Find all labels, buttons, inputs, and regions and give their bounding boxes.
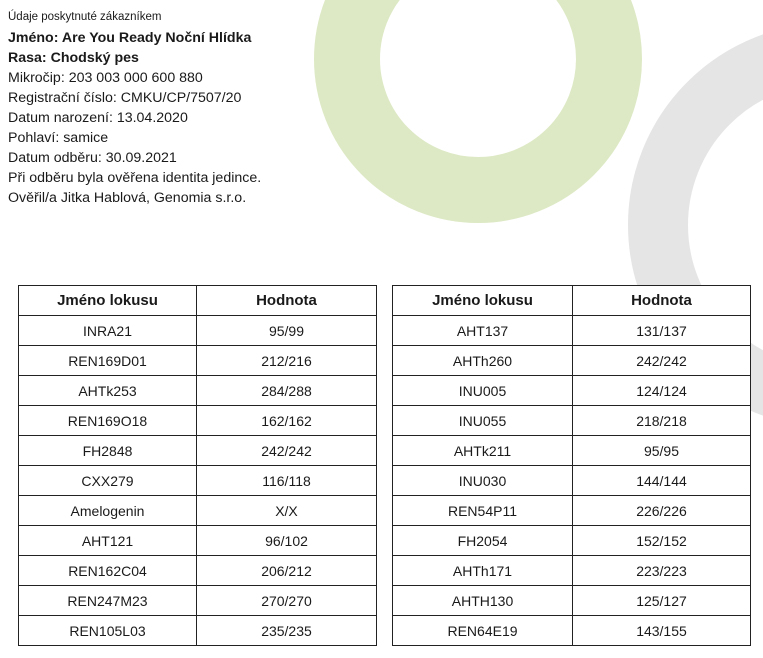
- header-left-value: Hodnota: [197, 286, 377, 316]
- table-row: [19, 406, 751, 436]
- left-value-cell: 270/270: [197, 586, 377, 616]
- left-locus-cell: REN162C04: [19, 556, 197, 586]
- right-value-cell: 95/95: [573, 436, 751, 466]
- table-header-row: [19, 286, 751, 316]
- right-locus-cell: AHT137: [393, 316, 573, 346]
- right-value-cell: 144/144: [573, 466, 751, 496]
- left-locus-cell: AHT121: [19, 526, 197, 556]
- left-locus-cell: INRA21: [19, 316, 197, 346]
- header-right-value: Hodnota: [573, 286, 751, 316]
- left-value-cell: X/X: [197, 496, 377, 526]
- left-locus-cell: Amelogenin: [19, 496, 197, 526]
- column-gap: [377, 466, 393, 496]
- loci-table: [18, 285, 751, 646]
- header-left-locus: Jméno lokusu: [19, 286, 197, 316]
- loci-table-body: [19, 316, 751, 646]
- table-row: [19, 496, 751, 526]
- right-value-cell: 152/152: [573, 526, 751, 556]
- birth-date: Datum narození: 13.04.2020: [8, 110, 188, 126]
- column-gap: [377, 586, 393, 616]
- left-value-cell: 212/216: [197, 346, 377, 376]
- right-locus-cell: REN64E19: [393, 616, 573, 646]
- left-value-cell: 206/212: [197, 556, 377, 586]
- table-row: [19, 436, 751, 466]
- table-row: [19, 346, 751, 376]
- microchip-number: Mikročip: 203 003 000 600 880: [8, 70, 203, 86]
- loci-table-container: [18, 285, 751, 646]
- column-gap: [377, 436, 393, 466]
- left-value-cell: 95/99: [197, 316, 377, 346]
- left-value-cell: 235/235: [197, 616, 377, 646]
- left-locus-cell: REN169O18: [19, 406, 197, 436]
- right-locus-cell: AHTh260: [393, 346, 573, 376]
- left-locus-cell: AHTk253: [19, 376, 197, 406]
- left-value-cell: 162/162: [197, 406, 377, 436]
- right-locus-cell: INU005: [393, 376, 573, 406]
- right-locus-cell: AHTk211: [393, 436, 573, 466]
- left-locus-cell: REN247M23: [19, 586, 197, 616]
- left-locus-cell: FH2848: [19, 436, 197, 466]
- column-gap: [377, 496, 393, 526]
- left-locus-cell: REN169D01: [19, 346, 197, 376]
- table-row: [19, 526, 751, 556]
- right-locus-cell: INU055: [393, 406, 573, 436]
- left-value-cell: 96/102: [197, 526, 377, 556]
- header-right-locus: Jméno lokusu: [393, 286, 573, 316]
- column-gap: [377, 526, 393, 556]
- column-gap: [377, 556, 393, 586]
- table-row: [19, 616, 751, 646]
- left-value-cell: 242/242: [197, 436, 377, 466]
- table-row: [19, 586, 751, 616]
- right-locus-cell: REN54P11: [393, 496, 573, 526]
- dog-breed: Rasa: Chodský pes: [8, 50, 139, 66]
- table-row: [19, 316, 751, 346]
- right-value-cell: 143/155: [573, 616, 751, 646]
- right-locus-cell: AHTh171: [393, 556, 573, 586]
- right-locus-cell: AHTH130: [393, 586, 573, 616]
- verified-by: Ověřil/a Jitka Hablová, Genomia s.r.o.: [8, 190, 247, 206]
- customer-info-header: Údaje poskytnuté zákazníkem: [8, 11, 162, 23]
- left-locus-cell: REN105L03: [19, 616, 197, 646]
- right-value-cell: 226/226: [573, 496, 751, 526]
- collection-date: Datum odběru: 30.09.2021: [8, 150, 177, 166]
- column-gap: [377, 616, 393, 646]
- right-value-cell: 125/127: [573, 586, 751, 616]
- right-value-cell: 131/137: [573, 316, 751, 346]
- right-value-cell: 124/124: [573, 376, 751, 406]
- left-value-cell: 116/118: [197, 466, 377, 496]
- column-gap: [377, 286, 393, 316]
- right-value-cell: 242/242: [573, 346, 751, 376]
- sex: Pohlaví: samice: [8, 130, 109, 146]
- left-value-cell: 284/288: [197, 376, 377, 406]
- dog-name: Jméno: Are You Ready Noční Hlídka: [8, 30, 252, 46]
- registration-number: Registrační číslo: CMKU/CP/7507/20: [8, 90, 242, 106]
- right-value-cell: 218/218: [573, 406, 751, 436]
- right-locus-cell: FH2054: [393, 526, 573, 556]
- column-gap: [377, 346, 393, 376]
- customer-info-block: [8, 9, 261, 208]
- column-gap: [377, 406, 393, 436]
- table-row: [19, 376, 751, 406]
- column-gap: [377, 376, 393, 406]
- right-value-cell: 223/223: [573, 556, 751, 586]
- identity-note: Při odběru byla ověřena identita jedince.: [8, 170, 262, 186]
- column-gap: [377, 316, 393, 346]
- green-ring: [347, 0, 609, 190]
- table-row: [19, 556, 751, 586]
- right-locus-cell: INU030: [393, 466, 573, 496]
- left-locus-cell: CXX279: [19, 466, 197, 496]
- table-row: [19, 466, 751, 496]
